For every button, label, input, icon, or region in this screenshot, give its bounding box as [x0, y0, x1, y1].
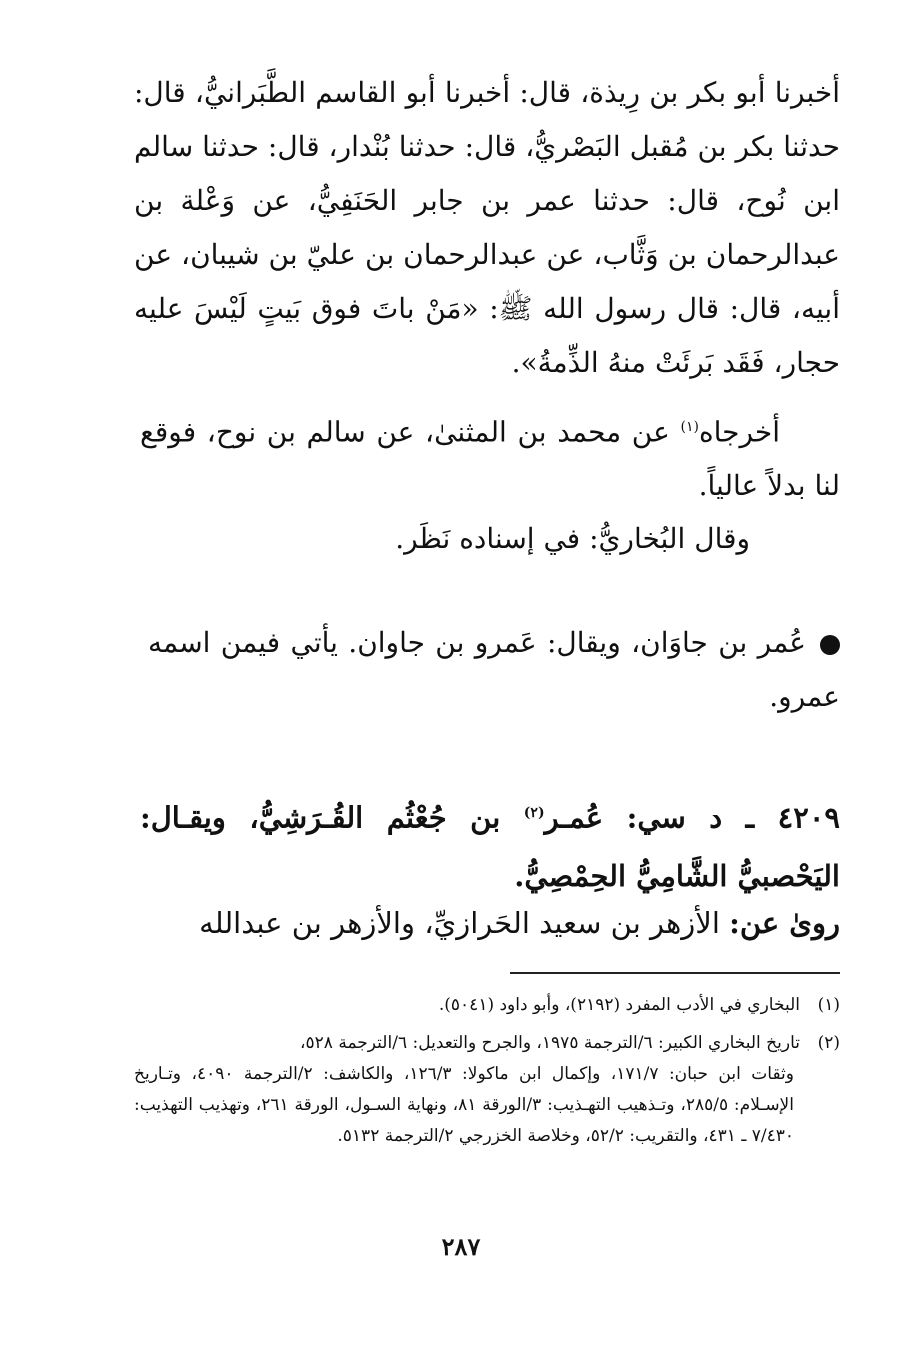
- page-number: ٢٨٧: [441, 1232, 481, 1261]
- entry-heading-lead: ٤٢٠٩ ـ د سي: عُمـر: [544, 800, 840, 835]
- rawa-label: روىٰ عن:: [729, 906, 840, 940]
- bukhari-text: وقال البُخاريُّ: في إسناده نَظَر.: [395, 522, 750, 555]
- akhrajah-lead: أخرجاه: [698, 415, 780, 449]
- akhrajah-paragraph: [140, 400, 840, 513]
- bukhari-paragraph: [140, 512, 840, 566]
- footnote-1: [134, 990, 840, 1021]
- entry-heading: [140, 784, 840, 905]
- footnote-2-first-line: تاريخ البخاري الكبير: ٦/الترجمة ١٩٧٥، والجرح والتعديل: ٦/الترجمة ٥٢٨،: [300, 1033, 800, 1053]
- bullet-icon: [820, 635, 840, 655]
- isnad-text: أخبرنا أبو بكر بن رِيذة، قال: أخبرنا أبو القاسم الطَّبَرانيُّ، قال: حدثنا بكر بن مُقبل البَصْريُّ، قال: حدثنا بُنْدار، قال: حدثنا سالم ابن نُوح، قال: حدثنا عمر بن جابر الحَنَفِيُّ، عن وَعْلة بن عبدالرحمان بن وَثَّاب، عن عبدالرحمان بن عليّ بن شيبان، عن أبيه، قال: قال رسول الله ﷺ: «مَنْ باتَ فوق بَيتٍ لَيْسَ عليه حجار، فَقَد بَرئَتْ منهُ الذِّمةُ».: [134, 76, 840, 379]
- entry-heading-rest: بن جُعْثُم القُـرَشِيُّ، ويقـال: اليَحْصبيُّ الشَّامِيُّ الحِمْصِيُّ.: [140, 800, 840, 893]
- umar-jawan-text: عُمر بن جاوَان، ويقال: عَمرو بن جاوان. يأتي فيمن اسمه عمرو.: [148, 626, 840, 713]
- isnad-paragraph: [134, 66, 840, 390]
- footnote-divider: [510, 972, 840, 974]
- footnote-ref-1[interactable]: (١): [680, 419, 699, 435]
- footnote-1-number: (١): [817, 995, 840, 1015]
- rawa-paragraph: [140, 896, 840, 950]
- footnote-2: [134, 1028, 840, 1152]
- footnote-ref-2[interactable]: (٢): [523, 805, 545, 821]
- cross-reference-paragraph: [148, 616, 840, 724]
- rawa-text: الأزهر بن سعيد الحَرازيِّ، والأزهر بن عبدالله: [199, 906, 720, 940]
- akhrajah-text: عن محمد بن المثنىٰ، عن سالم بن نوح، فوقع لنا بدلاً عالياً.: [140, 415, 840, 503]
- footnote-1-text: البخاري في الأدب المفرد (٢١٩٢)، وأبو داود (٥٠٤١).: [438, 995, 800, 1015]
- footnote-2-number: (٢): [817, 1033, 840, 1053]
- footnote-2-continuation: وثقات ابن حبان: ١٧١/٧، وإكمال ابن ماكولا: ١٢٦/٣، والكاشف: ٢/الترجمة ٤٠٩٠، وتـاريخ الإسـلام: ٢٨٥/٥، وتـذهيب التهـذيب: ٣/الورقة ٨١، ونهاية السـول، الورقة ٢٦١، وتهذيب التهذيب: ٧/٤٣٠ ـ ٤٣١، والتقريب: ٥٢/٢، وخلاصة الخزرجي ٢/الترجمة ٥١٣٢.: [134, 1064, 794, 1146]
